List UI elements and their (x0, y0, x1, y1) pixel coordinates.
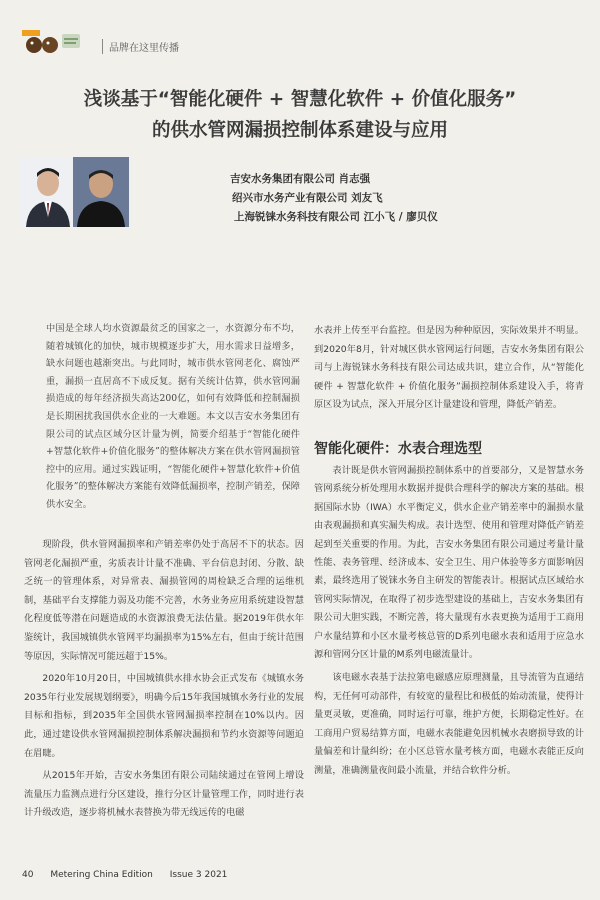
author-photo-2 (73, 157, 129, 227)
header-tagline: 品牌在这里传播 (102, 39, 179, 54)
portrait-icon (73, 157, 129, 227)
mascot-logo-icon (20, 28, 84, 56)
page-footer (22, 870, 241, 880)
author-3: 上海锐铼水务科技有限公司 江小飞 / 廖贝仪 (234, 211, 438, 223)
body-paragraph: 水表并上传至平台监控。但是因为种种原因，实际效果并不明显。到2020年8月，针对城区供水管网运行问题，吉安水务集团有限公司与上海锐铼水务科技有限公司达成共识，建立合作，从“智能化硬件 + 智慧化软件 + 价值化服务”漏损控制体系建设入手，将青原区设为试点，深入开展分区计量建设和管理，降低产销差。 (314, 325, 584, 410)
publication-name: Metering China Edition (50, 870, 153, 880)
portrait-icon (20, 157, 76, 227)
author-list (230, 170, 460, 227)
body-paragraph: 该电磁水表基于法拉第电磁感应原理测量，且导流管为直通结构，无任何可动部件，有较宽的量程比和极低的始动流量，使得计量更灵敏，更准确，同时运行可靠，维护方便，长期稳定性好。在工商用户贸易结算方面，电磁水表能避免因机械水表磨损导致的计量偏差和计量纠纷；在小区总管水量考核方面，电磁水表能正反向测量，准确测量夜间最小流量，并结合软件分析。 (314, 672, 584, 776)
left-column-body (24, 536, 304, 827)
author-photo-1 (20, 157, 76, 227)
article-title (0, 84, 600, 146)
title-line-1: 浅谈基于“智能化硬件 + 智慧化软件 + 价值化服务” (83, 89, 517, 110)
body-paragraph: 表计既是供水管网漏损控制体系中的首要部分，又是智慧水务管网系统分析处理用水数据并提供合理科学的解决方案的基础。根据国际水协（IWA）水平衡定义，供水企业产销差率中的漏损水量由表观漏损和真实漏失构成。表计选型、使用和管理对降低产销差起到至关重要的作用。为此，吉安水务集团有限公司通过考量计量性能、表务管理、经济成本、安全卫生、用户体验等多方面影响因素，最终选用了锐铼水务自主研发的智能表计。根据试点区域给水管网实际情况，在取得了初步选型建设的基础上，吉安水务集团有限公司大胆实践，不断完善，将大量现有水表更换为适用于工商用户水量结算和小区水量考核总管的D系列电磁水表和适用于应急水源和管网分区计量的M系列电磁流量计。 (314, 465, 584, 661)
body-paragraph: 现阶段，供水管网漏损率和产销差率仍处于高居不下的状态。因管网老化漏损严重，劣质表计计量不准确、平台信息封闭、分散、缺乏统一的管理体系，对异常表、漏损管网的周检缺乏合理的运维机制，基础平台支撑能力弱及功能不完善，水务业务应用系统建设智慧化程度低等潜在问题造成的水资源浪费无法估量。据2019年供水年鉴统计，我国城镇供水管网平均漏损率为15%左右，但由于统计范围等原因，实际情况可能远超于15%。 (24, 539, 304, 662)
right-column-body (314, 462, 584, 785)
page-number: 40 (22, 870, 34, 880)
title-line-2: 的供水管网漏损控制体系建设与应用 (151, 120, 448, 141)
body-paragraph: 从2015年开始，吉安水务集团有限公司陆续通过在管网上增设流量压力监测点进行分区建设，推行分区计量管理工作，同时进行表计升级改造，逐步将机械水表替换为带无线远传的电磁 (24, 770, 304, 819)
section-heading: 智能化硬件：水表合理选型 (314, 441, 482, 457)
abstract-text: 中国是全球人均水资源最贫乏的国家之一，水资源分布不均，随着城镇化的加快，城市规模逐步扩大，用水需求日益增多，缺水问题也越渐突出。与此同时，城市供水管网老化、腐蚀严重，漏损一直居高不下成反复。据有关统计估算，供水管网漏损造成的每年经济损失高达200亿，如何有效降低和控制漏损是长期困扰我国供水企业的一大难题。本文以吉安水务集团有限公司的试点区域分区计量为例，简要介绍基于“智能化硬件+智慧化软件+价值化服务”的整体解决方案在供水管网漏损管控中的应用。通过实践证明，“智能化硬件+智慧化软件+价值化服务”的整体解决方案能有效降低漏损率，控制产销差，保障供水安全。 (46, 323, 300, 510)
author-2: 绍兴市水务产业有限公司 刘友飞 (232, 192, 383, 204)
abstract (46, 320, 300, 514)
issue-label: Issue 3 2021 (169, 870, 228, 880)
right-column-intro (314, 322, 584, 415)
author-1: 吉安水务集团有限公司 肖志强 (230, 173, 371, 185)
body-paragraph: 2020年10月20日，中国城镇供水排水协会正式发布《城镇水务2035年行业发展规划纲要》，明确今后15年我国城镇水务行业的发展目标和指标，到2035年全国供水管网漏损率控制在10%以内。因此，通过建设供水管网漏损控制体系解决漏损和节约水资源等问题迫在眉睫。 (24, 673, 304, 759)
